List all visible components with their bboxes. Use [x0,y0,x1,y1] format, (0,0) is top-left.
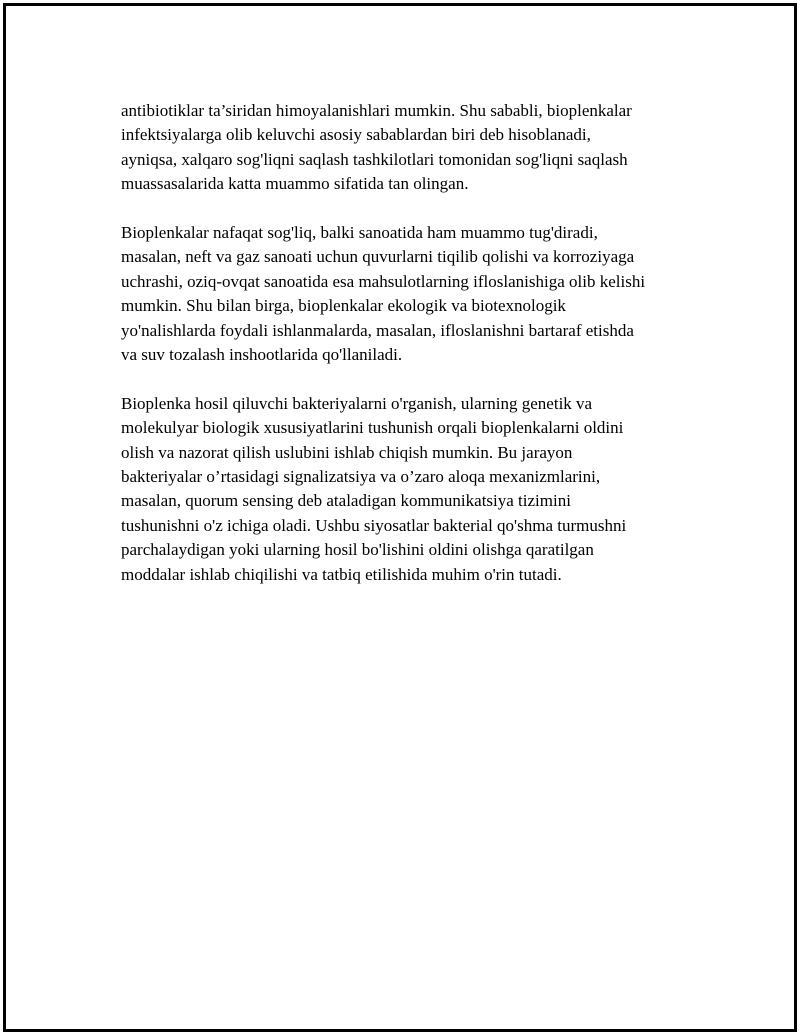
page-frame [3,3,797,1032]
text-line: infektsiyalarga olib keluvchi asosiy sabablardan biri deb hisoblanadi, [121,125,591,145]
text-line: parchalaydigan yoki ularning hosil bo'lishini oldini olishga qaratilgan [121,540,594,560]
text-line: uchrashi, oziq-ovqat sanoatida esa mahsulotlarning ifloslanishiga olib kelishi [121,271,646,291]
text-line: tushunishni o'z ichiga oladi. Ushbu siyosatlar bakterial qo'shma turmushni [121,515,627,535]
text-line: va suv tozalash inshootlarida qo'llaniladi. [121,345,403,365]
text-line: muassasalarida katta muammo sifatida tan olingan. [121,174,469,194]
text-line: bakteriyalar o’rtasidagi signalizatsiya va o’zaro aloqa mexanizmlarini, [121,467,601,487]
text-line: masalan, quorum sensing deb ataladigan kommunikatsiya tizimini [121,491,571,511]
text-line: masalan, neft va gaz sanoati uchun quvurlarni tiqilib qolishi va korroziyaga [121,247,635,267]
text-line: ayniqsa, xalqaro sog'liqni saqlash tashkilotlari tomonidan sog'liqni saqlash [121,149,628,169]
paragraph-1 [121,99,701,197]
text-line: olish va nazorat qilish uslubini ishlab chiqish mumkin. Bu jarayon [121,442,573,462]
text-line: Bioplenkalar nafaqat sog'liq, balki sanoatida ham muammo tug'diradi, [121,223,598,243]
paragraph-2 [121,221,701,367]
paragraph-3 [121,392,701,587]
text-line: molekulyar biologik xususiyatlarini tushunish orqali bioplenkalarni oldini [121,418,624,438]
text-line: Bioplenka hosil qiluvchi bakteriyalarni o'rganish, ularning genetik va [121,393,593,413]
text-line: mumkin. Shu bilan birga, bioplenkalar ekologik va biotexnologik [121,296,566,316]
text-line: moddalar ishlab chiqilishi va tatbiq etilishida muhim o'rin tutadi. [121,564,562,584]
text-line: antibiotiklar ta’siridan himoyalanishlari mumkin. Shu sababli, bioplenkalar [121,101,632,120]
document-body [121,99,701,611]
text-line: yo'nalishlarda foydali ishlanmalarda, masalan, ifloslanishni bartaraf etishda [121,320,634,340]
